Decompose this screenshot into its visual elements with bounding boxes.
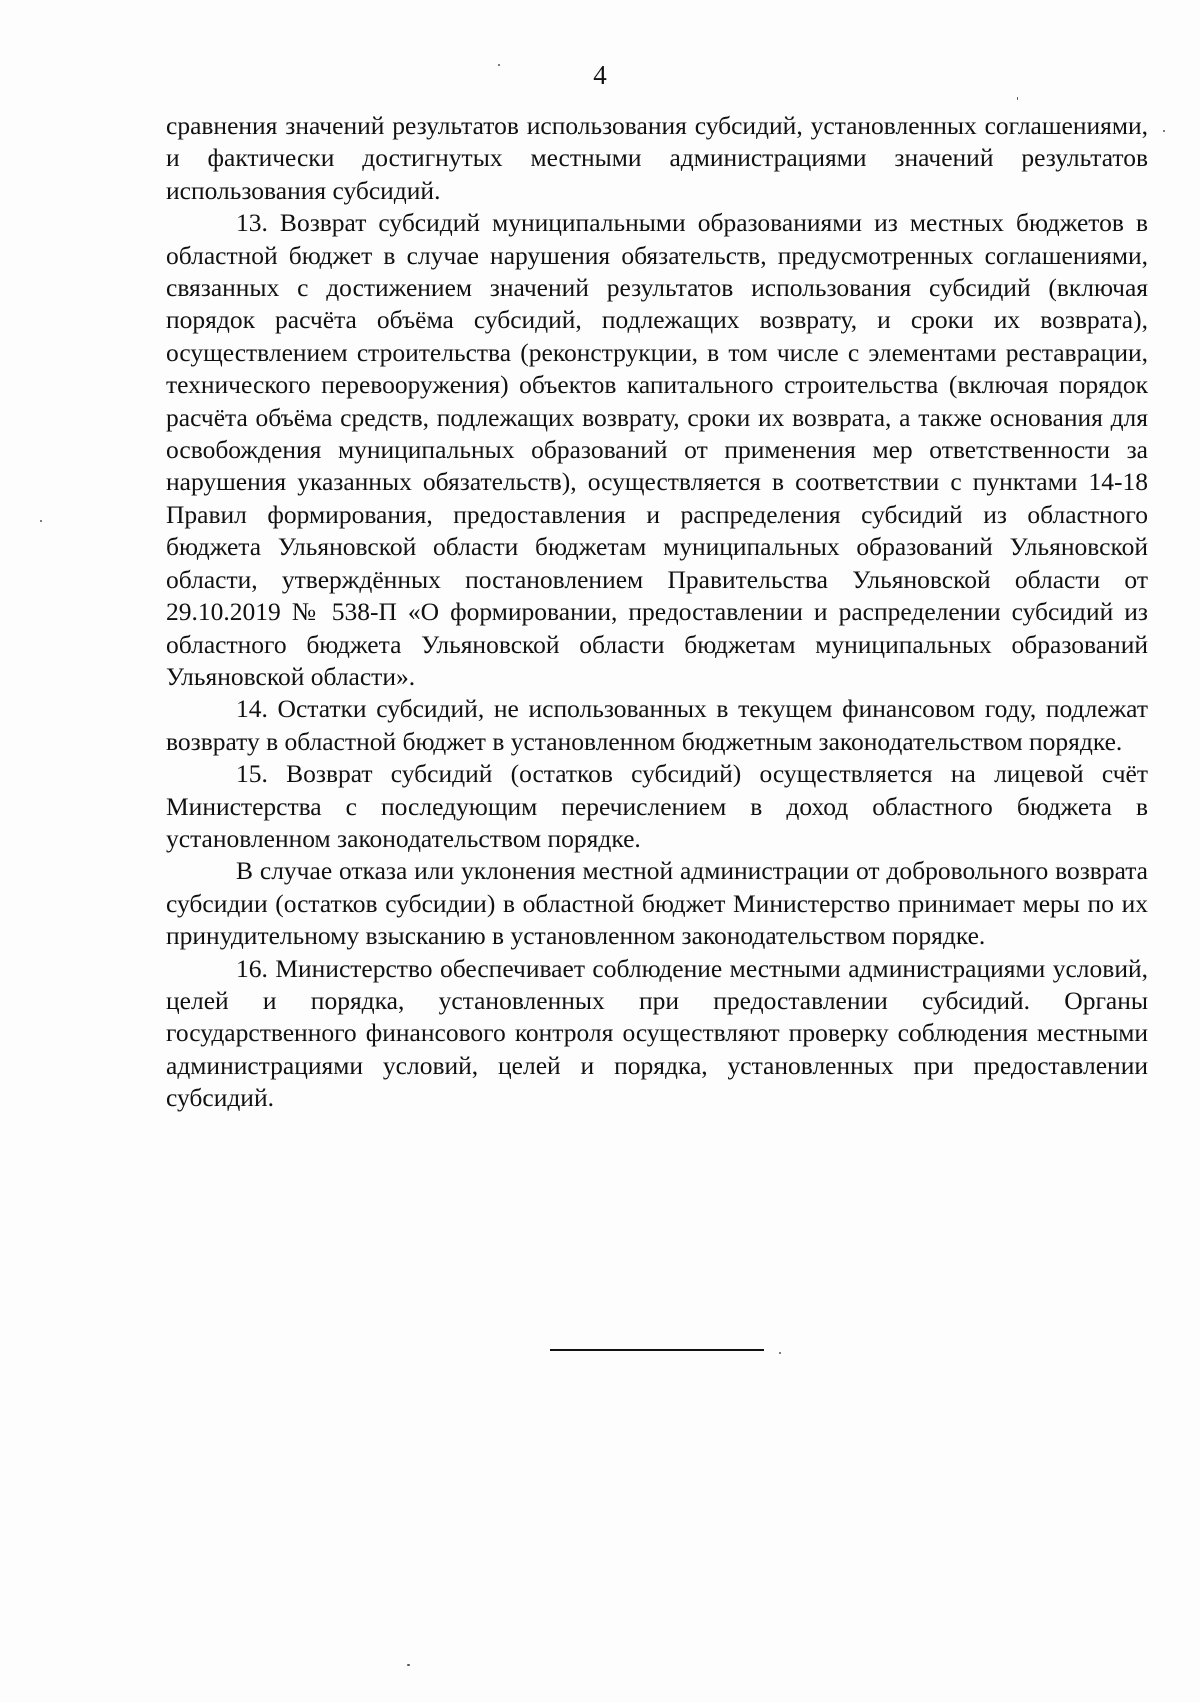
paragraph-item-14: 14. Остатки субсидий, не использованных в текущем финансовом году, подлежат возврату в областной бюджет в установленном бюджетным законодательством порядке. [166, 694, 1148, 756]
end-of-text-rule [550, 1349, 764, 1351]
page-number: 4 [593, 60, 607, 90]
paragraph-item-15-refusal: В случае отказа или уклонения местной администрации от добровольного возврата субсидии (остатков субсидии) в областной бюджет Министерство принимает меры по их принудительному взысканию в установленном законодательством порядке. [166, 856, 1148, 951]
scan-speck [1017, 97, 1018, 100]
paragraph-item-16: 16. Министерство обеспечивает соблюдение местными администрациями условий, целей и порядка, установленных при предоставлении субсидий. Органы государственного финансового контроля осуществляют проверку соблюдения местными администрациями условий, целей и порядка, установленных при предоставлении субсидий. [166, 953, 1148, 1113]
paragraph-item-13: 13. Возврат субсидий муниципальными образованиями из местных бюджетов в областной бюджет в случае нарушения обязательств, предусмотренных соглашениями, связанных с достижением значений результатов использования субсидий (включая порядок расчёта объёма субсидий, подлежащих возврату, и сроки их возврата), осуществлением строительства (реконструкции, в том числе с элементами реставрации, технического перевооружения) объектов капитального строительства (включая порядок расчёта объёма средств, подлежащих возврату, сроки их возврата, а также основания для освобождения муниципальных образований от применения мер ответственности за нарушения указанных обязательств), осуществляется в соответствии с пунктами 14-18 Правил формирования, предоставления и распределения субсидий из областного бюджета Ульяновской области бюджетам муниципальных образований Ульяновской области, утверждённых постановлением Правительства Ульяновской области от 29.10.2019 № 538-П «О формировании, предоставлении и распределении субсидий из областного бюджета Ульяновской области бюджетам муниципальных образований Ульяновской области». [166, 208, 1148, 691]
paragraph-continuation: сравнения значений результатов использования субсидий, установленных соглашениями, и фактически достигнутых местными администрациями значений результатов использования субсидий. [166, 111, 1148, 205]
paragraph-item-15: 15. Возврат субсидий (остатков субсидий) осуществляется на лицевой счёт Министерства с последующим перечислением в доход областного бюджета в установленном законодательством порядке. [166, 759, 1148, 853]
scan-speck [779, 1352, 781, 1354]
scan-speck [40, 520, 42, 522]
scan-speck [498, 64, 500, 66]
scan-speck [1163, 130, 1165, 132]
document-body [166, 110, 1148, 1115]
scan-speck [407, 1664, 410, 1666]
